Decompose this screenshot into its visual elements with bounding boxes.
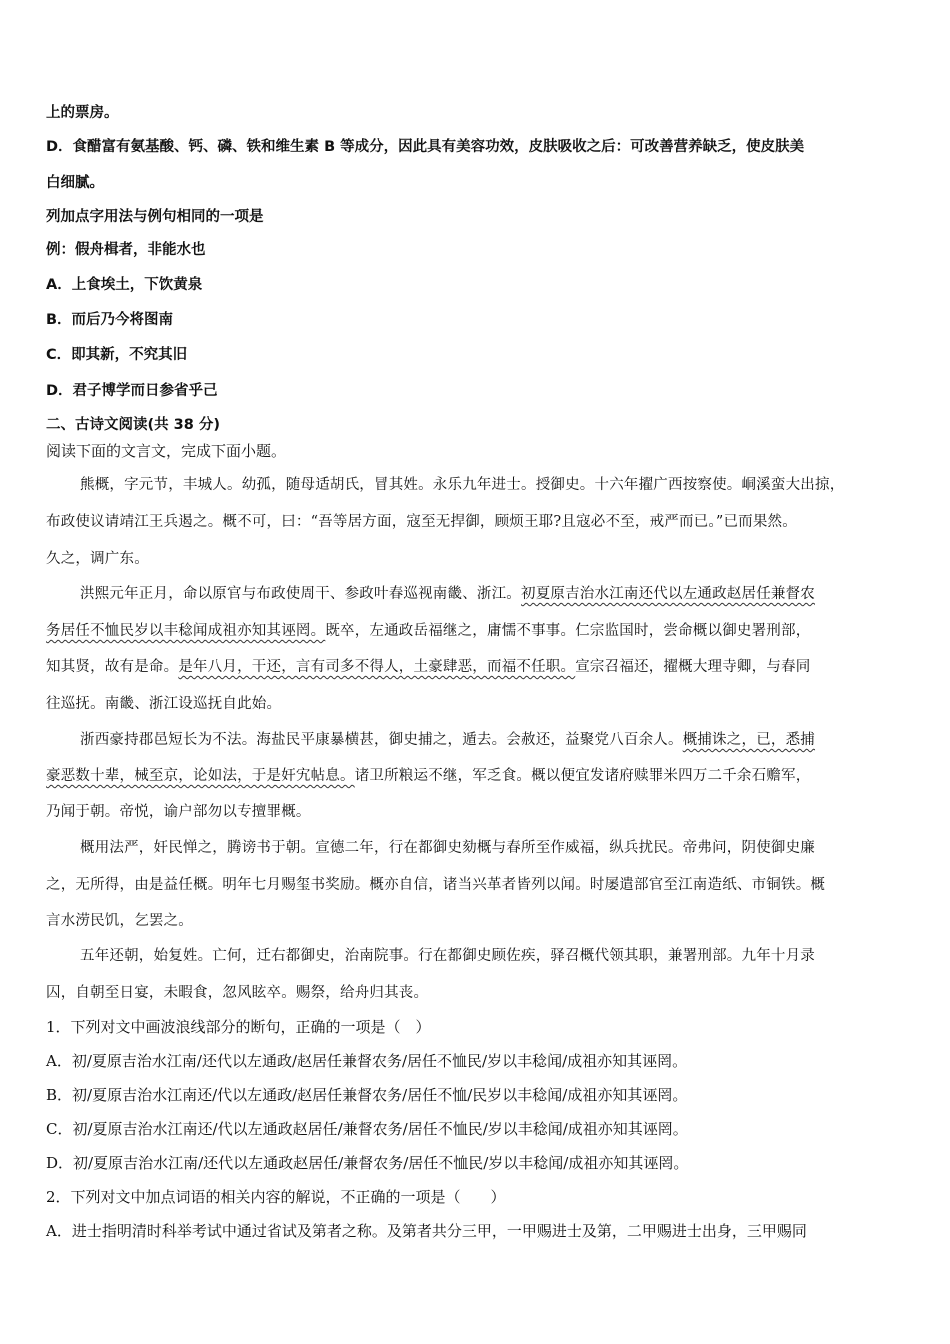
passage-text: 洪熙元年正月，命以原官与布政使周干、参政叶春巡视南畿、浙江。	[80, 586, 521, 602]
passage-p3-line1	[80, 730, 815, 750]
passage-p5-line1: 五年还朝，始复姓。亡何，迁右都御史，治南院事。行在都御史顾佐疾，驿召概代领其职，兼署刑部。九年十月录	[80, 948, 815, 964]
section-instruction: 阅读下面的文言文，完成下面小题。	[46, 442, 287, 460]
passage-text: 知其贤，故有是命。	[46, 659, 179, 675]
q1-option-a: A．初/夏原吉治水江南/还代以左通政/赵居任兼督农务/居任不恤民/岁以丰稔闻/成祖亦知其诬罔。	[46, 1052, 688, 1070]
prev-option-d-line2: 白细腻。	[46, 175, 104, 191]
passage-p2-line2	[46, 621, 810, 641]
dot-option-c: C．即其新，不究其旧	[46, 347, 188, 363]
wavy-underlined-text: 是年八月，干还，言有司多不得人，土豪肆恶，而福不任职。	[178, 659, 576, 675]
q1-option-b: B．初/夏原吉治水江南还/代以左通政/赵居任兼督农务/居任不恤/民岁以丰稔闻/成祖亦知其诬罔。	[46, 1086, 688, 1104]
q2-option-a: A．进士指明清时科举考试中通过省试及第者之称。及第者共分三甲，一甲赐进士及第，二甲赐进士出身，三甲赐同	[46, 1222, 807, 1240]
wavy-underlined-text: 概捕诛之，已，悉捕	[682, 732, 816, 748]
dot-option-a: A．上食埃土，下饮黄泉	[46, 277, 203, 293]
q1-option-c: C．初/夏原吉治水江南还/代以左通政赵居任/兼督农务/居任不恤民/岁以丰稔闻/成祖亦知其诬罔。	[46, 1120, 688, 1138]
wavy-underlined-text: 初夏原吉治水江南还代以左通政赵居任兼督农	[521, 586, 815, 602]
passage-p1-line2: 布政使议请靖江王兵遏之。概不可，曰：“吾等居方面，寇至无捍御，顾烦王耶?且寇必不至，戒严而已。”已而果然。	[46, 514, 797, 530]
section-title: 二、古诗文阅读(共 38 分)	[46, 417, 221, 433]
passage-p3-line2	[46, 766, 810, 786]
q2-stem: 2．下列对文中加点词语的相关内容的解说，不正确的一项是（ ）	[46, 1188, 506, 1206]
dot-option-d: D．君子博学而日参省乎己	[46, 383, 218, 399]
passage-p2-line1	[80, 584, 815, 604]
passage-text: 宣宗召福还，擢概大理寺卿，与春同	[575, 659, 811, 675]
passage-p4-line1: 概用法严，奸民惮之，腾谤书于朝。宣德二年，行在都御史劾概与春所至作威福，纵兵扰民。帝弗问，阴使御史廉	[80, 840, 815, 856]
passage-p5-line2: 囚，自朝至日宴，未暇食，忽风眩卒。赐祭，给舟归其丧。	[46, 985, 429, 1001]
prev-question-tail: 上的票房。	[46, 105, 119, 121]
wavy-underlined-text: 务居任不恤民岁以丰稔闻成祖亦知其诬罔。	[46, 623, 326, 639]
passage-p1-line1: 熊概，字元节，丰城人。幼孤，随母适胡氏，冒其姓。永乐九年进士。授御史。十六年擢广西按察使。峒溪蛮大出掠，	[80, 477, 845, 493]
dot-question-stem: 列加点字用法与例句相同的一项是	[46, 209, 264, 225]
passage-p2-line3	[46, 657, 810, 677]
dot-question-example: 例：假舟楫者，非能水也	[46, 242, 206, 258]
passage-p4-line2: 之，无所得，由是益任概。明年七月赐玺书奖励。概亦自信，诸当兴革者皆列以闻。时屡遣部官至江南造纸、市铜铁。概	[46, 877, 826, 893]
passage-text: 既卒，左通政岳福继之，庸懦不事事。仁宗监国时，尝命概以御史署刑部，	[325, 623, 811, 639]
passage-p2-line4: 往巡抚。南畿、浙江设巡抚自此始。	[46, 696, 282, 712]
wavy-underlined-text: 豪恶数十辈，械至京，论如法，于是奸宄帖息。	[46, 768, 355, 784]
prev-option-d-line1: D．食醋富有氨基酸、钙、磷、铁和维生素 B 等成分，因此具有美容功效，皮肤吸收之后：可改善营养缺乏，使皮肤美	[46, 139, 805, 155]
dot-option-b: B．而后乃今将图南	[46, 312, 174, 328]
passage-p4-line3: 言水涝民饥，乞罢之。	[46, 913, 193, 929]
passage-text: 诸卫所粮运不继，军乏食。概以便宜发诸府赎罪米四万二千余石赡军，	[354, 768, 811, 784]
passage-p1-line3: 久之，调广东。	[46, 551, 149, 567]
passage-text: 浙西豪持郡邑短长为不法。海盐民平康暴横甚，御史捕之，遁去。会赦还，益聚党八百余人。	[80, 732, 683, 748]
passage-p3-line3: 乃闻于朝。帝悦，谕户部勿以专擅罪概。	[46, 804, 311, 820]
q1-stem: 1．下列对文中画波浪线部分的断句，正确的一项是（ ）	[46, 1018, 431, 1036]
q1-option-d: D．初/夏原吉治水江南/还代以左通政赵居任/兼督农务/居任不恤民/岁以丰稔闻/成祖亦知其诬罔。	[46, 1154, 689, 1172]
